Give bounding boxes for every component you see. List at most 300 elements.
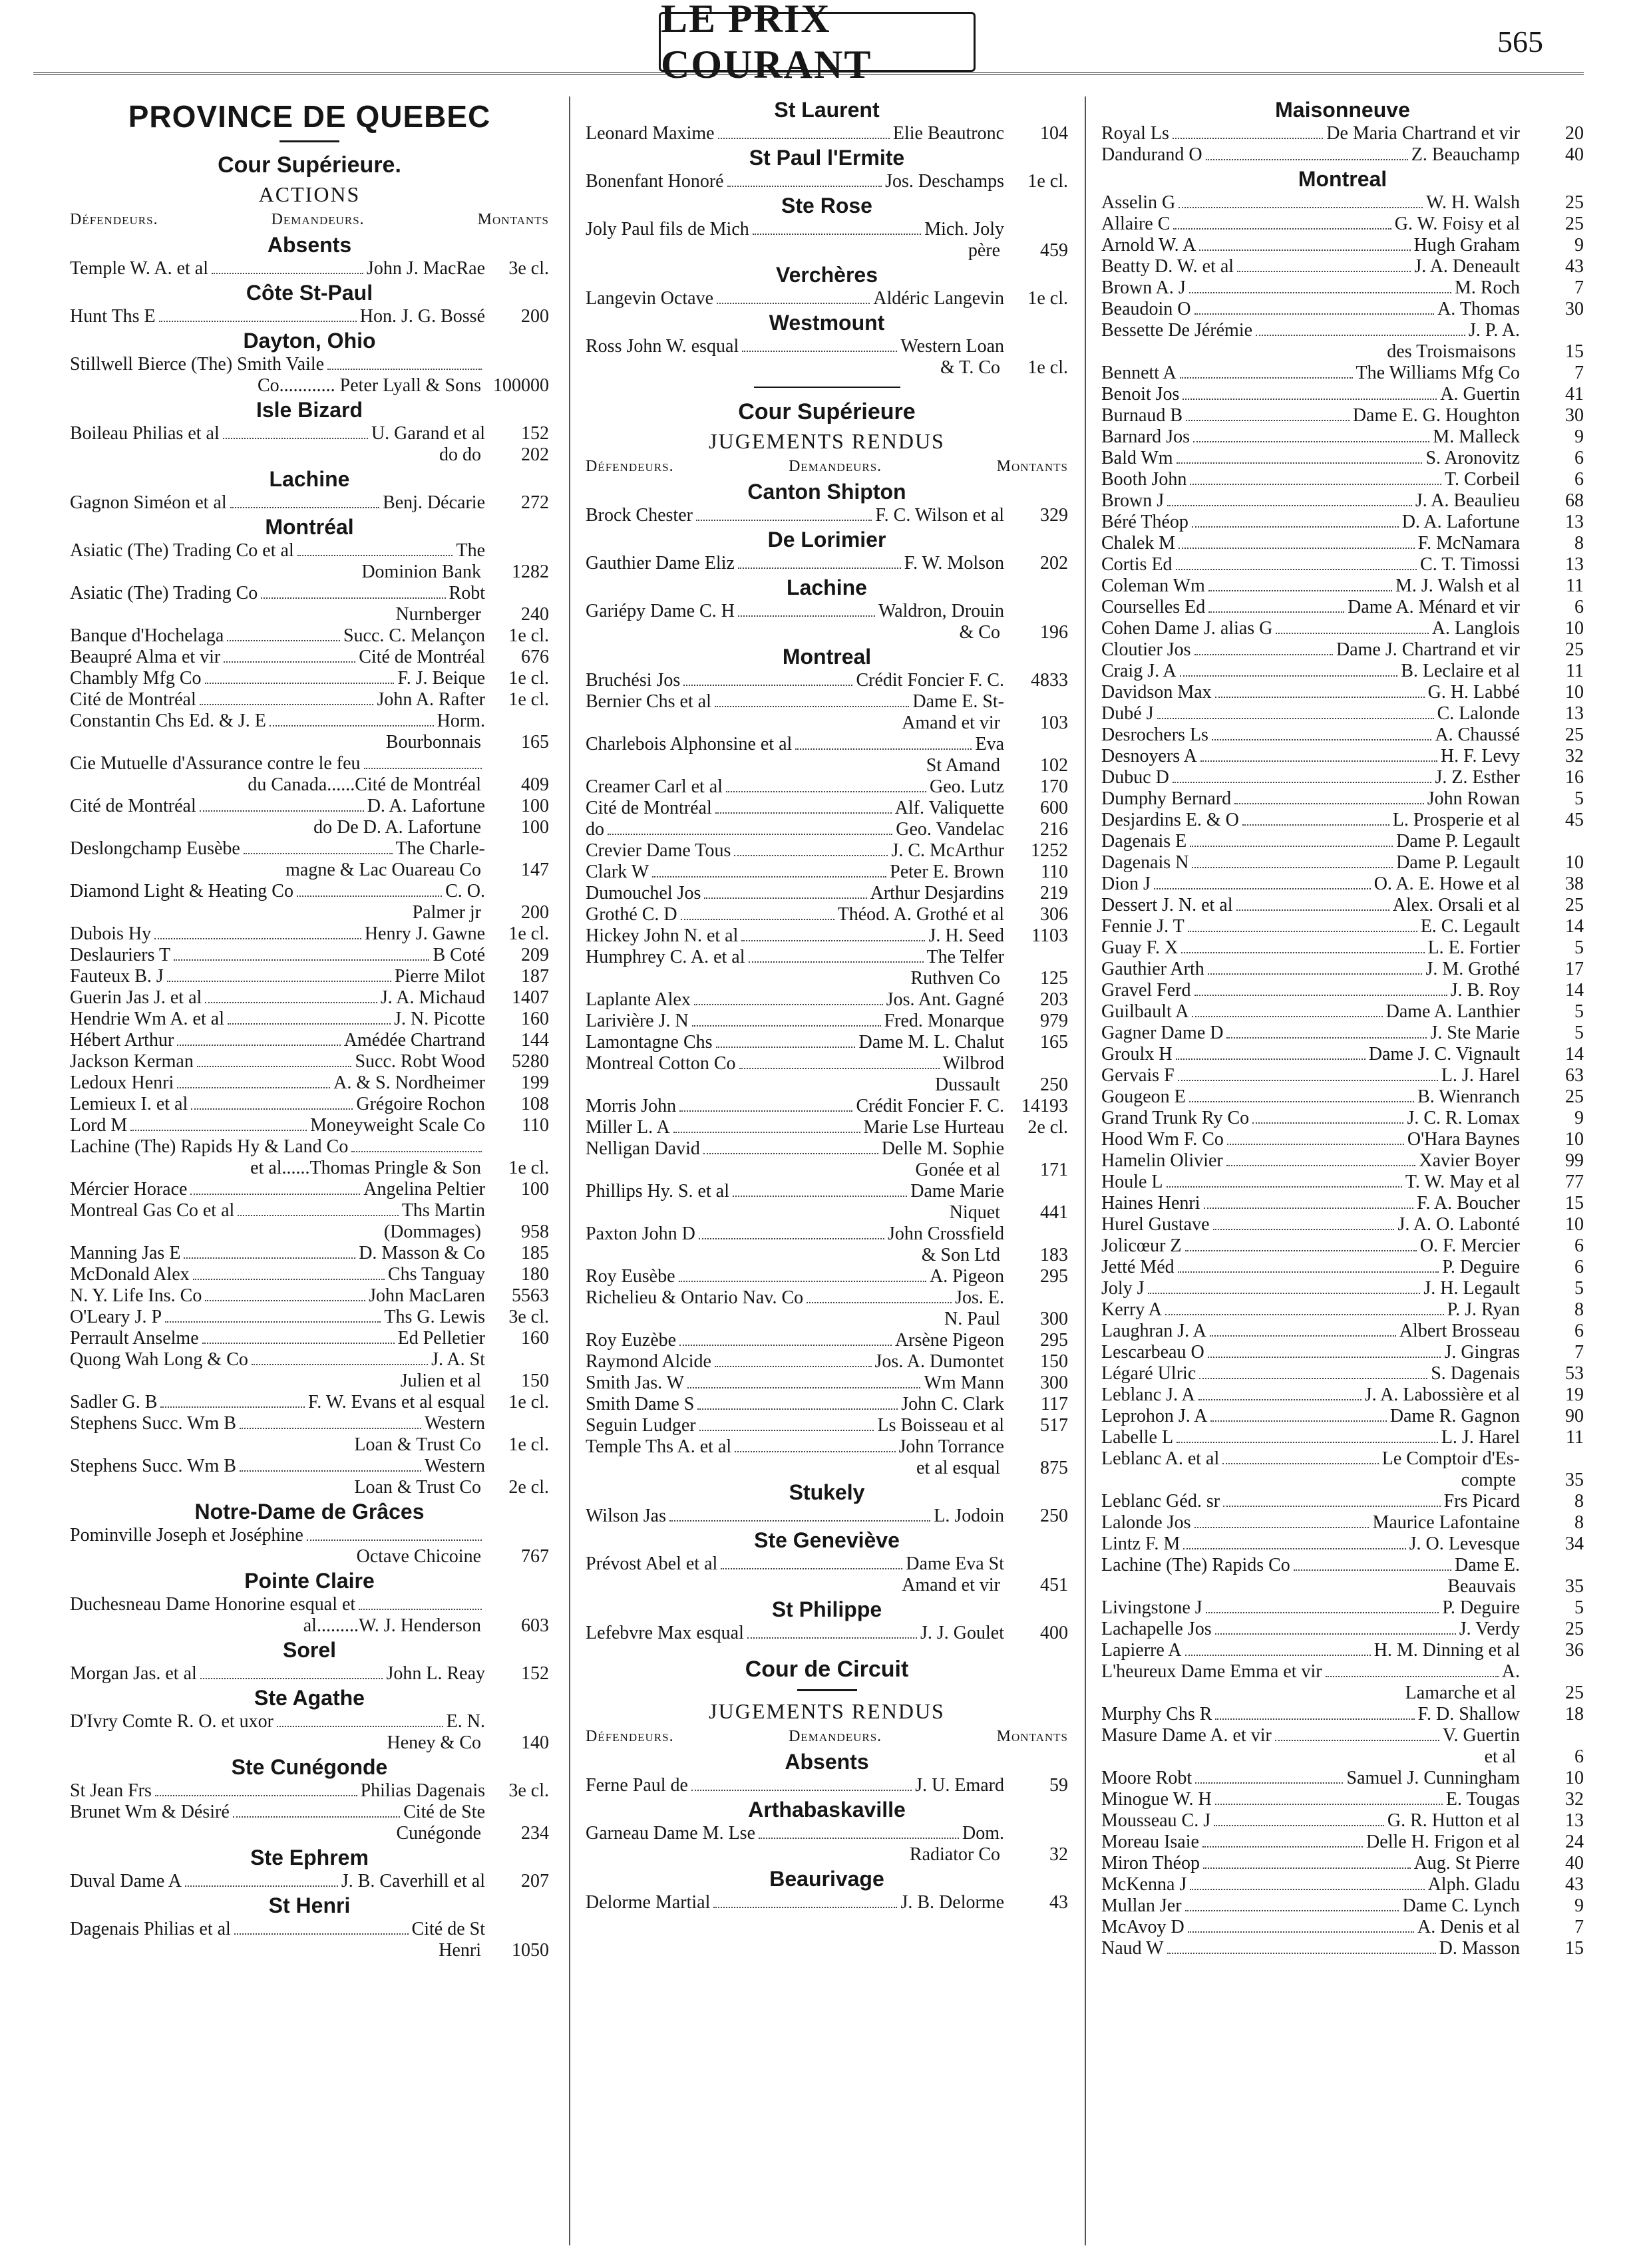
amount: 17	[1565, 959, 1584, 979]
defendant: Cité de Montréal	[586, 798, 712, 818]
continuation-text: & Co	[959, 622, 1000, 643]
defendant: Jolicœur Z	[1101, 1235, 1182, 1256]
defendant: Béré Théop	[1101, 512, 1188, 532]
leader-dots	[1206, 1612, 1439, 1613]
plaintiffs-header: Demandeurs.	[789, 458, 882, 475]
plaintiff: Albert Brosseau	[1399, 1321, 1520, 1341]
defendant: Phillips Hy. S. et al	[586, 1181, 729, 1202]
leader-dots	[1204, 1208, 1414, 1209]
plaintiff: J. Verdy	[1459, 1619, 1520, 1639]
amount: 100	[521, 817, 549, 838]
continuation-text: Ruthven Co	[910, 968, 1000, 989]
entry-continuation	[586, 755, 1068, 776]
case-entry	[1101, 788, 1584, 810]
leader-dots	[212, 273, 363, 274]
case-entry	[70, 1780, 549, 1802]
plaintiff: Elie Beautronc	[892, 123, 1004, 144]
plaintiff: A. & S. Nordheimer	[333, 1072, 485, 1093]
continuation-text: do do	[439, 444, 481, 465]
plaintiff: Cité de Montréal	[359, 647, 485, 667]
amount: 13	[1565, 703, 1584, 724]
case-entry	[70, 1328, 549, 1349]
amount: 329	[1040, 505, 1068, 526]
leader-dots	[1276, 633, 1428, 634]
plaintiff: Angelina Peltier	[363, 1179, 485, 1200]
case-entry	[70, 753, 549, 774]
plaintiff: G. R. Hutton et al	[1387, 1810, 1520, 1831]
entry-continuation	[70, 902, 549, 923]
case-entry	[586, 1623, 1068, 1644]
defendant: Desnoyers A	[1101, 746, 1197, 766]
province-title: PROVINCE DE QUEBEC	[128, 99, 491, 134]
place-heading: Montreal	[1298, 167, 1387, 191]
case-entry	[1101, 831, 1584, 852]
case-entry	[1101, 1704, 1584, 1725]
plaintiff: J. N. Picotte	[394, 1009, 485, 1029]
amount: 14193	[1021, 1096, 1068, 1116]
leader-dots	[359, 1609, 482, 1610]
plaintiff: L. Jodoin	[934, 1506, 1004, 1526]
plaintiff: Jos. E.	[955, 1287, 1004, 1308]
leader-dots	[795, 748, 972, 750]
leader-dots	[703, 1153, 878, 1154]
case-entry	[70, 1307, 549, 1328]
entry-continuation	[1101, 1576, 1584, 1597]
defendant: Gravel Ferd	[1101, 980, 1191, 1001]
amount: 8	[1574, 533, 1584, 554]
plaintiff: Ls Boisseau et al	[877, 1415, 1004, 1436]
case-entry	[1101, 1789, 1584, 1810]
case-entry	[1101, 1640, 1584, 1661]
case-entry	[70, 945, 549, 966]
plaintiff: Dame Marie	[910, 1181, 1004, 1202]
amount: 219	[1040, 883, 1068, 903]
defendant: Hickey John N. et al	[586, 925, 739, 946]
plaintiff: A. Langlois	[1431, 618, 1520, 639]
amount: 5	[1574, 1001, 1584, 1022]
defendant: Duchesneau Dame Honorine esqual et	[70, 1594, 356, 1615]
leader-dots	[224, 661, 355, 663]
case-entry	[1101, 256, 1584, 277]
case-entry	[586, 947, 1068, 968]
case-entry	[70, 1285, 549, 1307]
leader-dots	[715, 812, 892, 814]
amount: 400	[1040, 1623, 1068, 1643]
case-entry	[1101, 1832, 1584, 1853]
amount: 1e cl.	[1027, 171, 1068, 192]
case-entry	[70, 689, 549, 711]
continuation-text: (Dommages)	[383, 1221, 481, 1242]
defendant: Ross John W. esqual	[586, 336, 739, 357]
case-entry	[70, 492, 549, 514]
defendant: Groulx H	[1101, 1044, 1173, 1064]
leader-dots	[715, 706, 909, 707]
case-entry	[586, 1011, 1068, 1032]
leader-dots	[1198, 1399, 1362, 1400]
plaintiff: Moneyweight Scale Co	[310, 1115, 485, 1136]
plaintiff: Delle H. Frigon et al	[1366, 1832, 1520, 1852]
leader-dots	[167, 981, 391, 982]
entry-continuation	[70, 444, 549, 466]
defendant: Lintz F. M	[1101, 1534, 1181, 1554]
defendant: Lescarbeau O	[1101, 1342, 1204, 1363]
case-entry	[586, 1138, 1068, 1160]
defendant: Raymond Alcide	[586, 1351, 711, 1372]
plaintiff: A. Guertin	[1440, 384, 1520, 405]
defendant: Nelligan David	[586, 1138, 700, 1159]
leader-dots	[681, 919, 834, 920]
plaintiff: Hon. J. G. Bossé	[359, 306, 485, 327]
defendant: Ledoux Henri	[70, 1072, 174, 1093]
leader-dots	[1242, 824, 1389, 826]
defendant: Gauthier Dame Eliz	[586, 553, 735, 573]
plaintiff: A.	[1501, 1661, 1520, 1682]
defendant: Jetté Méd	[1101, 1257, 1175, 1277]
case-entry	[70, 625, 549, 647]
amount: 1050	[512, 1940, 549, 1961]
leader-dots	[1326, 1676, 1499, 1677]
leader-dots	[1212, 739, 1432, 740]
leader-dots	[734, 855, 888, 856]
defendant: Prévost Abel et al	[586, 1553, 718, 1574]
leader-dots	[1167, 1186, 1402, 1188]
leader-dots	[715, 1366, 872, 1367]
leader-dots	[727, 186, 882, 187]
place-heading: St Laurent	[774, 98, 880, 122]
column-headers	[586, 454, 1068, 478]
defendant: Naud W	[1101, 1938, 1164, 1959]
case-entry	[1101, 384, 1584, 405]
amount: 144	[521, 1030, 549, 1051]
plaintiff: Ths Martin	[401, 1200, 485, 1221]
defendant: Ferne Paul de	[586, 1775, 688, 1796]
leader-dots	[240, 1428, 421, 1429]
amount: 41	[1565, 384, 1584, 405]
case-entry	[70, 987, 549, 1009]
case-entry	[1101, 1108, 1584, 1129]
amount: 14	[1565, 916, 1584, 937]
page-number: 565	[1497, 25, 1543, 59]
plaintiff: J. B. Roy	[1450, 980, 1520, 1001]
defendant: Bruchési Jos	[586, 670, 681, 691]
amount: 272	[521, 492, 549, 513]
place-heading: Sorel	[282, 1638, 337, 1662]
amount: 110	[1041, 862, 1068, 882]
plaintiff: J. O. Levesque	[1409, 1534, 1520, 1554]
amount: 1e cl.	[1027, 357, 1068, 378]
defendant: Labelle L	[1101, 1427, 1174, 1448]
leader-dots	[1214, 1825, 1384, 1826]
amount: 15	[1565, 1938, 1584, 1959]
plaintiff: J. C. McArthur	[891, 840, 1004, 861]
amount: 77	[1565, 1172, 1584, 1192]
case-entry	[586, 336, 1068, 357]
defendant: St Jean Frs	[70, 1780, 152, 1801]
defendant: Gauthier Arth	[1101, 959, 1204, 979]
case-entry	[1101, 1129, 1584, 1150]
defendant: Benoit Jos	[1101, 384, 1180, 405]
defendant: Burnaud B	[1101, 405, 1183, 426]
leader-dots	[155, 1795, 357, 1796]
entry-continuation	[586, 1160, 1068, 1181]
defendant: Leblanc Géd. sr	[1101, 1491, 1220, 1512]
case-list	[70, 232, 549, 1961]
case-list	[586, 96, 1068, 379]
defendant: Gagnon Siméon et al	[70, 492, 227, 513]
defendant: Dion J	[1101, 874, 1151, 894]
entry-continuation	[70, 817, 549, 838]
defendant: Smith Jas. W	[586, 1373, 685, 1393]
defendant: Joly Paul fils de Mich	[586, 219, 749, 240]
case-entry	[586, 288, 1068, 309]
leader-dots	[223, 438, 368, 439]
leader-dots	[1176, 1058, 1366, 1060]
leader-dots	[1192, 1016, 1382, 1017]
leader-dots	[1173, 138, 1323, 139]
amount: 147	[521, 860, 549, 880]
leader-dots	[1189, 292, 1451, 293]
case-entry	[586, 840, 1068, 862]
case-entry	[1101, 123, 1584, 144]
amount: 100	[521, 1179, 549, 1200]
case-entry	[1101, 1001, 1584, 1023]
entry-continuation	[586, 240, 1068, 261]
leader-dots	[1185, 1655, 1371, 1656]
amount: 2e cl.	[1027, 1117, 1068, 1138]
leader-dots	[1194, 995, 1447, 996]
case-entry	[70, 423, 549, 444]
case-entry	[1101, 1597, 1584, 1619]
plaintiff: J. A. St	[431, 1349, 485, 1370]
amount: 43	[1049, 1892, 1068, 1913]
amounts-header: Montants	[996, 1728, 1068, 1745]
section-subhead: JUGEMENTS RENDUS	[709, 1699, 945, 1723]
amount: 53	[1565, 1363, 1584, 1384]
plaintiff: C. T. Timossi	[1420, 554, 1520, 575]
leader-dots	[197, 1066, 352, 1067]
leader-dots	[193, 1279, 385, 1280]
defendant: Cortis Ed	[1101, 554, 1173, 575]
defendant: Grand Trunk Ry Co	[1101, 1108, 1250, 1128]
defendant: Bennett A	[1101, 363, 1177, 383]
amount: 5563	[512, 1285, 549, 1306]
defendant: McDonald Alex	[70, 1264, 190, 1285]
case-entry	[586, 1553, 1068, 1575]
amount: 295	[1040, 1266, 1068, 1287]
place-heading: Côte St-Paul	[246, 281, 373, 305]
amount: 170	[1040, 776, 1068, 797]
plaintiff: V. Guertin	[1442, 1725, 1520, 1746]
case-entry	[70, 796, 549, 817]
case-entry	[586, 1266, 1068, 1287]
case-entry	[1101, 1491, 1584, 1512]
leader-dots	[154, 938, 361, 939]
defendant: Asselin G	[1101, 192, 1176, 213]
defendant: Fennie J. T	[1101, 916, 1184, 937]
case-entry	[1101, 469, 1584, 490]
defendant: Paxton John D	[586, 1223, 695, 1244]
amount: 1e cl.	[508, 1392, 549, 1412]
leader-dots	[1199, 1378, 1427, 1379]
defendant: Lalonde Jos	[1101, 1512, 1191, 1533]
amount: 183	[1040, 1245, 1068, 1265]
defendant: McAvoy D	[1101, 1917, 1184, 1937]
plaintiff: Arthur Desjardins	[870, 883, 1004, 903]
amount: 24	[1565, 1832, 1584, 1852]
amount: 165	[1040, 1032, 1068, 1053]
case-entry	[1101, 512, 1584, 533]
defendant: Stephens Succ. Wm B	[70, 1456, 236, 1476]
leader-dots	[205, 683, 395, 684]
defendant: Laughran J. A	[1101, 1321, 1206, 1341]
case-entry	[586, 1394, 1068, 1415]
plaintiff: J. Gingras	[1444, 1342, 1520, 1363]
amount: 1e cl.	[1027, 288, 1068, 309]
plaintiff: Dame Eva St	[906, 1553, 1004, 1574]
defendant: Delorme Martial	[586, 1892, 711, 1913]
case-entry	[1101, 937, 1584, 959]
amount: 110	[522, 1115, 549, 1136]
leader-dots	[202, 1343, 395, 1344]
case-entry	[1101, 852, 1584, 874]
defendant: McKenna J	[1101, 1874, 1187, 1895]
plaintiff: Alex. Orsali et al	[1392, 895, 1520, 915]
defendant: Seguin Ludger	[586, 1415, 696, 1436]
defendant: Miller L. A	[586, 1117, 670, 1138]
leader-dots	[1193, 441, 1429, 442]
defendant: Gariépy Dame C. H	[586, 601, 735, 621]
continuation-text: Radiator Co	[909, 1844, 1000, 1865]
amount: 14	[1565, 1044, 1584, 1064]
amount: 8	[1574, 1512, 1584, 1533]
defendant: Chalek M	[1101, 533, 1176, 554]
defendant: D'Ivry Comte R. O. et uxor	[70, 1711, 274, 1732]
leader-dots	[749, 961, 924, 963]
amount: 600	[1040, 798, 1068, 818]
defendant: Coleman Wm	[1101, 575, 1205, 596]
defendant: Dubois Hy	[70, 923, 152, 944]
defendant: Minogue W. H	[1101, 1789, 1212, 1810]
case-list	[586, 1748, 1068, 1913]
plaintiff: F. McNamara	[1417, 533, 1520, 554]
leader-dots	[1213, 1229, 1395, 1230]
amount: 300	[1040, 1373, 1068, 1393]
defendant: Sadler G. B	[70, 1392, 158, 1412]
defendant: Roy Eusèbe	[586, 1266, 675, 1287]
case-entry	[1101, 703, 1584, 725]
defendant: Dagenais N	[1101, 852, 1189, 873]
amount: 196	[1040, 622, 1068, 643]
leader-dots	[1215, 1718, 1414, 1720]
case-entry	[586, 734, 1068, 755]
entry-continuation	[586, 1309, 1068, 1330]
plaintiff: F. D. Shallow	[1417, 1704, 1520, 1724]
defendant: Moore Robt	[1101, 1768, 1192, 1788]
leader-dots	[1194, 313, 1435, 315]
plaintiff: G. H. Labbé	[1427, 682, 1520, 703]
plaintiff: C. Lalonde	[1437, 703, 1520, 724]
case-entry	[1101, 916, 1584, 937]
amount: 958	[521, 1221, 549, 1242]
amount: 108	[521, 1094, 549, 1114]
plaintiff: Pierre Milot	[394, 966, 485, 987]
defendant: Diamond Light & Heating Co	[70, 881, 293, 901]
case-entry	[1101, 405, 1584, 426]
place-heading: Verchères	[775, 263, 878, 287]
defendant: Desrochers Ls	[1101, 725, 1208, 745]
plaintiff: Eva	[975, 734, 1004, 754]
entry-continuation	[586, 622, 1068, 643]
defendant: Cohen Dame J. alias G	[1101, 618, 1273, 639]
case-entry	[1101, 895, 1584, 916]
case-entry	[1101, 810, 1584, 831]
amount: 35	[1565, 1470, 1584, 1490]
defendant: Deslauriers T	[70, 945, 171, 965]
column-1	[70, 96, 549, 2252]
plaintiff: J. J. Goulet	[920, 1623, 1004, 1643]
case-entry	[586, 1096, 1068, 1117]
entry-continuation	[70, 774, 549, 796]
plaintiff: P. J. Ryan	[1447, 1299, 1520, 1320]
defendant: Grothé C. D	[586, 904, 677, 925]
amount: 7	[1574, 1917, 1584, 1937]
amount: 300	[1040, 1309, 1068, 1329]
plaintiff: Benj. Décarie	[383, 492, 485, 513]
page-header	[0, 0, 1639, 86]
defendant: Dubuc D	[1101, 767, 1169, 788]
plaintiff: P. Deguire	[1442, 1597, 1520, 1618]
case-entry	[1101, 1150, 1584, 1172]
plaintiff: J. C. R. Lomax	[1407, 1108, 1520, 1128]
amount: 14	[1565, 980, 1584, 1001]
case-entry	[70, 306, 549, 327]
defendant: Stillwell Bierce (The) Smith Vaile	[70, 354, 325, 375]
amount: 1e cl.	[508, 1158, 549, 1178]
continuation-text: Nurnberger	[395, 604, 481, 625]
court-heading: Cour Supérieure	[738, 399, 916, 424]
case-entry	[586, 883, 1068, 904]
leader-dots	[364, 768, 482, 769]
case-entry	[70, 1200, 549, 1221]
entry-continuation	[586, 1575, 1068, 1596]
plaintiff: The	[456, 540, 485, 561]
amount: 63	[1565, 1065, 1584, 1086]
plaintiff: The Charle-	[395, 838, 485, 859]
leader-dots	[1173, 782, 1432, 783]
plaintiff: Samuel J. Cunningham	[1346, 1768, 1520, 1788]
amount: 1e cl.	[508, 923, 549, 944]
case-entry	[1101, 1853, 1584, 1874]
leader-dots	[1208, 611, 1344, 613]
amount: 875	[1040, 1458, 1068, 1478]
defendant: Leprohon J. A	[1101, 1406, 1208, 1426]
continuation-text: compte	[1461, 1470, 1516, 1490]
case-entry	[70, 1711, 549, 1732]
case-entry	[70, 1802, 549, 1823]
defendant: Dandurand O	[1101, 144, 1202, 165]
leader-dots	[697, 1408, 898, 1410]
case-entry	[70, 1179, 549, 1200]
case-entry	[586, 862, 1068, 883]
defendant: Banque d'Hochelaga	[70, 625, 224, 646]
leader-dots	[1188, 1931, 1414, 1933]
amount: 180	[521, 1264, 549, 1285]
continuation-text: Henri	[439, 1940, 481, 1961]
plaintiff: M. Roch	[1455, 277, 1520, 298]
plaintiff: U. Garand et al	[371, 423, 485, 444]
entry-continuation	[70, 1546, 549, 1567]
leader-dots	[234, 1933, 409, 1935]
